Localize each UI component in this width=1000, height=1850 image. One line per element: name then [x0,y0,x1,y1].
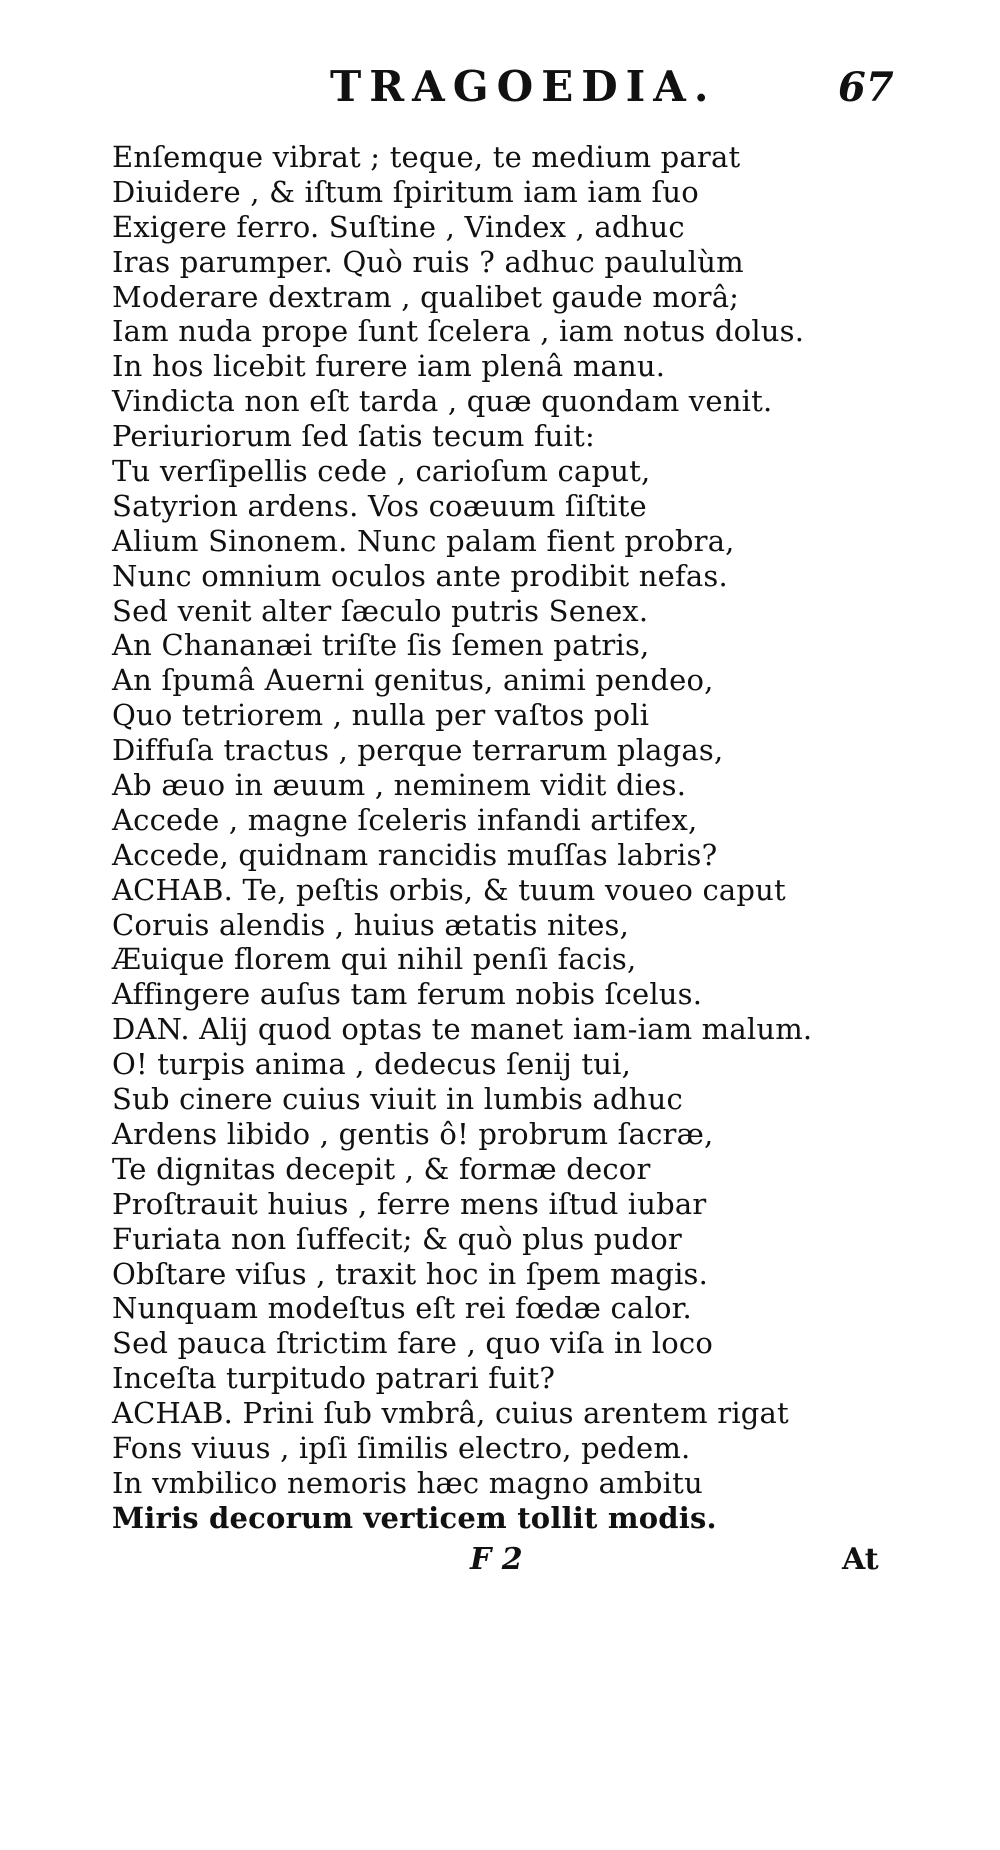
verse-line: Alium Sinonem. Nunc palam fient probra, [112,523,735,558]
verse-line: Moderare dextram , qualibet gaude morâ; [112,279,740,314]
verse-line: Ardens libido , gentis ô! probrum ſacræ, [112,1116,714,1151]
verse-text-block [112,140,872,1536]
catchword: At [842,1542,879,1577]
verse-line: Satyrion ardens. Vos coæuum ſiſtite [112,488,647,523]
verse-line: Sed venit alter ſæculo putris Senex. [112,593,649,628]
speaker-line: DAN. Alij quod optas te manet iam-iam malum. [112,1012,813,1047]
verse-line: Coruis alendis , huius ætatis nites, [112,907,630,942]
verse-line: Miris decorum verticem tollit modis. [112,1500,717,1535]
verse-line: Diuidere , & iſtum ſpiritum iam iam ſuo [112,174,699,209]
speaker-line: ACHAB. Te, peſtis orbis, & tuum voueo caput [112,872,786,907]
verse-line: Sub cinere cuius viuit in lumbis adhuc [112,1082,683,1117]
page-number: 67 [838,64,894,111]
verse-line: Exigere ferro. Suſtine , Vindex , adhuc [112,209,685,244]
verse-line: Periuriorum ſed ſatis tecum fuit: [112,419,595,454]
verse-line: Enſemque vibrat ; teque, te medium parat [112,140,741,174]
verse-line: Accede , magne ſceleris infandi artifex, [112,802,698,837]
verse-line: Ab æuo in æuum , neminem vidit dies. [112,768,687,803]
verse-line: In hos licebit furere iam plenâ manu. [112,349,666,384]
verse-line: Tu verſipellis cede , carioſum caput, [112,454,651,489]
speaker-line: ACHAB. Prini ſub vmbrâ, cuius arentem rigat [112,1396,789,1431]
verse-line: Inceſta turpitudo patrari fuit? [112,1361,556,1396]
verse-line: Nunquam modeſtus eſt rei fœdæ calor. [112,1291,692,1326]
verse-line: Iam nuda prope ſunt ſcelera , iam notus dolus. [112,314,805,349]
verse-line: Obſtare viſus , traxit hoc in ſpem magis. [112,1256,709,1291]
verse-line: An ſpumâ Auerni genitus, animi pendeo, [112,663,714,698]
verse-line: Accede, quidnam rancidis muſſas labris? [112,837,718,872]
verse-line: Iras parumper. Quò ruis ? adhuc paululùm [112,244,744,279]
verse-line: An Chananæi triſte ſis ſemen patris, [112,628,650,663]
running-title: TRAGOEDIA. [330,62,717,111]
verse-line: Quo tetriorem , nulla per vaſtos poli [112,698,650,733]
verse-line: Æuique florem qui nihil penſi facis, [112,942,637,977]
verse-line: Te dignitas decepit , & formæ decor [112,1151,651,1186]
signature-mark: F 2 [470,1542,523,1577]
verse-line: Affingere auſus tam ferum nobis ſcelus. [112,977,703,1012]
verse-line: Fons viuus , ipſi ſimilis electro, pedem. [112,1430,691,1465]
verse-line: O! turpis anima , dedecus ſenij tui, [112,1047,632,1082]
verse-line: Nunc omnium oculos ante prodibit nefas. [112,558,728,593]
verse-line: Proſtrauit huius , ferre mens iſtud iubar [112,1186,707,1221]
verse-line: Diffuſa tractus , perque terrarum plagas, [112,733,724,768]
verse-line: In vmbilico nemoris hæc magno ambitu [112,1465,703,1500]
verse-line: Vindicta non eſt tarda , quæ quondam venit. [112,384,773,419]
verse-line: Furiata non ſuffecit; & quò plus pudor [112,1221,682,1256]
verse-line: Sed pauca ſtrictim fare , quo viſa in loco [112,1326,714,1361]
